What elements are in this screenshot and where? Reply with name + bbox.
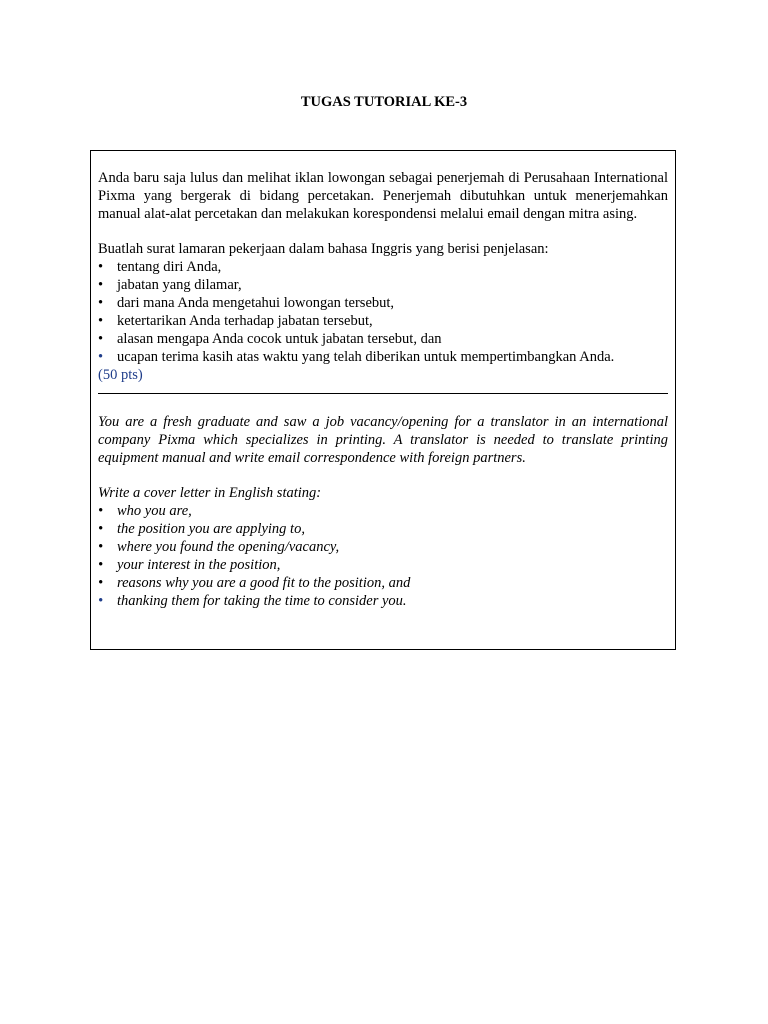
list-item bbox=[98, 294, 668, 312]
bullet-icon: • bbox=[98, 295, 104, 311]
bullet-icon: • bbox=[98, 557, 104, 573]
list-item-text: reasons why you are a good fit to the position, and bbox=[117, 575, 411, 591]
bullet-icon: • bbox=[98, 259, 104, 275]
bullet-icon: • bbox=[98, 313, 104, 329]
list-item-text: dari mana Anda mengetahui lowongan tersebut, bbox=[117, 295, 395, 311]
bullet-icon: • bbox=[98, 277, 104, 293]
list-item-text: ucapan terima kasih atas waktu yang telah diberikan untuk mempertimbangkan Anda. bbox=[117, 349, 615, 365]
spacer bbox=[98, 467, 668, 484]
bullet-icon: • bbox=[98, 349, 104, 365]
english-list bbox=[98, 502, 668, 610]
list-item-text: tentang diri Anda, bbox=[117, 259, 222, 275]
list-item-text: the position you are applying to, bbox=[117, 521, 305, 537]
spacer bbox=[98, 223, 668, 240]
list-item-text: who you are, bbox=[117, 503, 192, 519]
english-scenario: You are a fresh graduate and saw a job vacancy/opening for a translator in an international company Pixma which specializes in printing. A translator is needed to translate printing equipment manual and write email correspondence with foreign partners. bbox=[98, 414, 668, 466]
list-item-text: your interest in the position, bbox=[117, 557, 281, 573]
bullet-icon: • bbox=[98, 331, 104, 347]
list-item bbox=[98, 276, 668, 294]
bullet-icon: • bbox=[98, 503, 104, 519]
bullet-icon: • bbox=[98, 521, 104, 537]
list-item bbox=[98, 520, 668, 538]
indonesian-section bbox=[98, 169, 668, 384]
list-item bbox=[98, 574, 668, 592]
bullet-icon: • bbox=[98, 575, 104, 591]
list-item bbox=[98, 538, 668, 556]
indonesian-instruction: Buatlah surat lamaran pekerjaan dalam bahasa Inggris yang berisi penjelasan: bbox=[98, 241, 549, 257]
english-section bbox=[98, 413, 668, 610]
list-item bbox=[98, 348, 668, 366]
task-box bbox=[90, 150, 676, 650]
points-label: (50 pts) bbox=[98, 367, 143, 383]
english-instruction: Write a cover letter in English stating: bbox=[98, 485, 322, 501]
list-item bbox=[98, 312, 668, 330]
list-item bbox=[98, 330, 668, 348]
list-item-text: where you found the opening/vacancy, bbox=[117, 539, 340, 555]
list-item bbox=[98, 556, 668, 574]
page-title: TUGAS TUTORIAL KE-3 bbox=[300, 94, 468, 110]
indonesian-list bbox=[98, 258, 668, 366]
list-item bbox=[98, 502, 668, 520]
list-item bbox=[98, 592, 668, 610]
list-item-text: jabatan yang dilamar, bbox=[117, 277, 242, 293]
indonesian-scenario: Anda baru saja lulus dan melihat iklan lowongan sebagai penerjemah di Perusahaan International Pixma yang bergerak di bidang percetakan. Penerjemah dibutuhkan untuk menerjemahkan manual alat-alat percetakan dan melakukan korespondensi melalui email dengan mitra asing. bbox=[98, 170, 668, 222]
section-divider bbox=[98, 393, 668, 394]
task-content bbox=[98, 169, 668, 610]
list-item-text: ketertarikan Anda terhadap jabatan tersebut, bbox=[117, 313, 373, 329]
list-item bbox=[98, 258, 668, 276]
list-item-text: alasan mengapa Anda cocok untuk jabatan tersebut, dan bbox=[117, 331, 442, 347]
bullet-icon: • bbox=[98, 593, 104, 609]
bullet-icon: • bbox=[98, 539, 104, 555]
list-item-text: thanking them for taking the time to consider you. bbox=[117, 593, 407, 609]
